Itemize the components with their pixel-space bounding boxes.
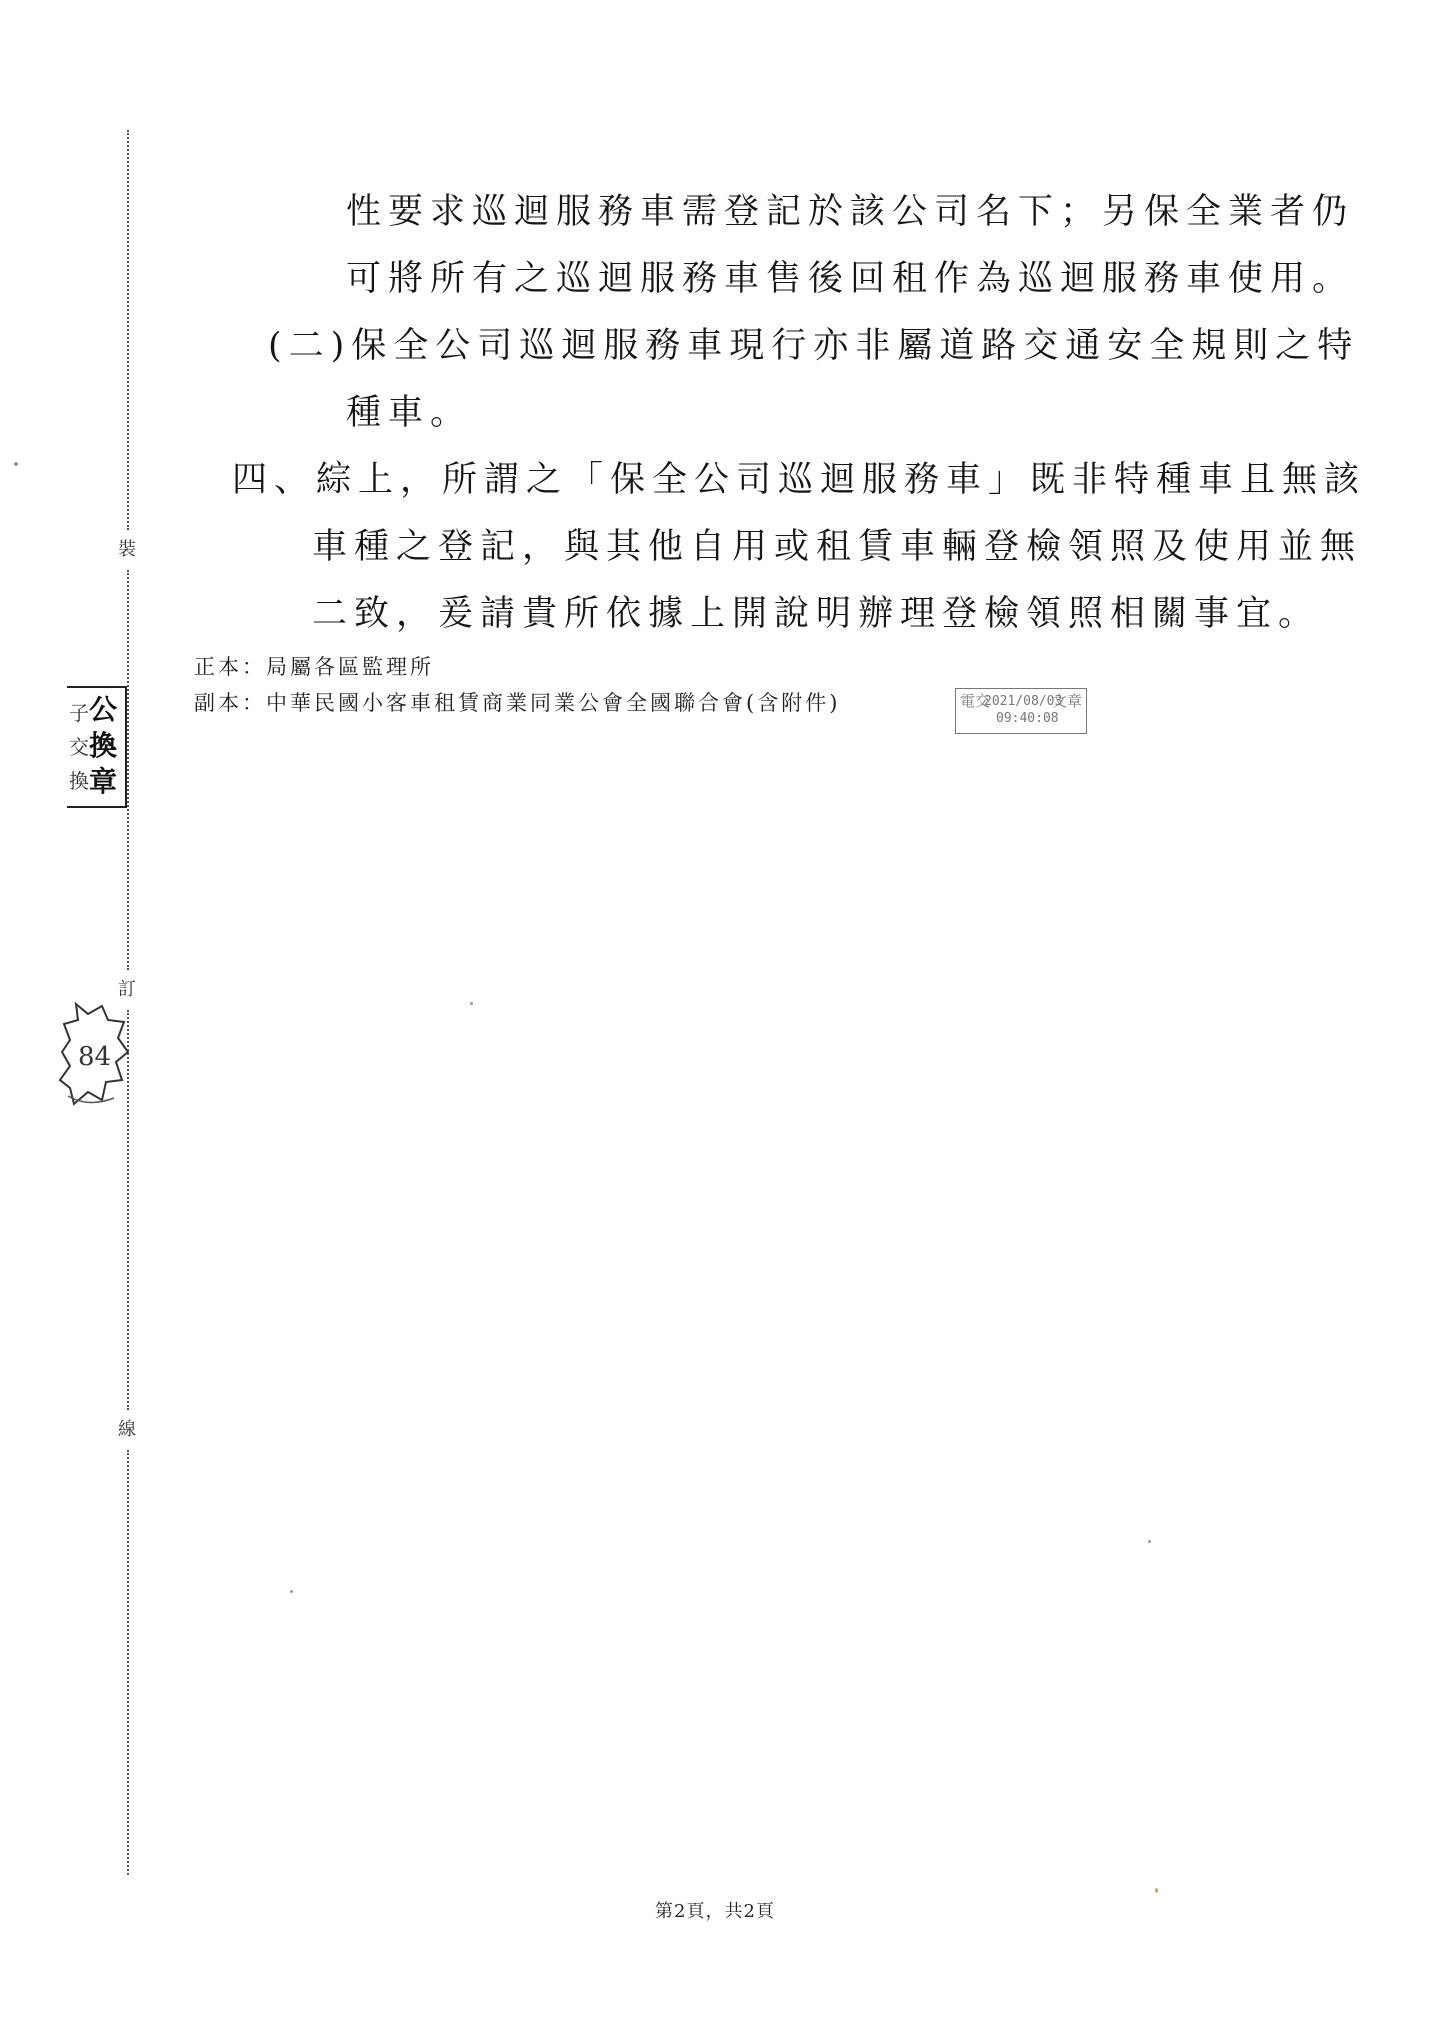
seal-left-text: 子交換: [69, 701, 89, 793]
receipt-stamp-left: 電交: [960, 692, 991, 710]
binding-label-ding: 訂: [118, 979, 136, 1000]
body-line-section-4: 四、綜上，所謂之「保全公司巡迴服務車」既非特種車且無該: [232, 460, 1367, 500]
body-line: 車種之登記，與其他自用或租賃車輛登檢領照及使用並無: [312, 527, 1363, 567]
receipt-stamp-date: 2021/08/03: [984, 694, 1063, 709]
scan-speck: [470, 1002, 473, 1005]
page-stamp-number: 84: [78, 1042, 112, 1072]
scan-speck: [1148, 1540, 1151, 1543]
page-indicator: 第2頁，共2頁: [655, 1901, 775, 1922]
body-line: 可將所有之巡迴服務車售後回租作為巡迴服務車使用。: [346, 259, 1355, 299]
body-line: 種車。: [346, 393, 473, 433]
receipt-timestamp-stamp: [955, 688, 1087, 734]
binding-label-zhuang: 裝: [118, 539, 136, 560]
binding-dotted-line: [127, 1450, 129, 1875]
scan-speck: [14, 462, 18, 466]
binding-label-xian: 線: [118, 1419, 136, 1440]
receipt-stamp-right: 文章: [1051, 692, 1082, 710]
exchange-seal-stamp: [67, 686, 127, 808]
body-line: 性要求巡迴服務車需登記於該公司名下；另保全業者仍: [346, 192, 1355, 232]
copy-recipient: 副本：中華民國小客車租賃商業同業公會全國聯合會(含附件): [194, 691, 841, 715]
binding-dotted-line: [127, 570, 129, 970]
body-line: 二致，爰請貴所依據上開說明辦理登檢領照相關事宜。: [312, 594, 1321, 634]
original-recipient: 正本：局屬各區監理所: [194, 655, 434, 679]
page-number-stamp: [58, 1000, 130, 1112]
body-line-section-2: (二)保全公司巡迴服務車現行亦非屬道路交通安全規則之特: [268, 326, 1360, 366]
binding-dotted-line: [127, 130, 129, 530]
scan-speck: [290, 1590, 293, 1593]
scan-speck: [1155, 1888, 1158, 1893]
seal-right-text: 公換章: [89, 693, 118, 798]
receipt-stamp-time: 09:40:08: [996, 711, 1059, 726]
